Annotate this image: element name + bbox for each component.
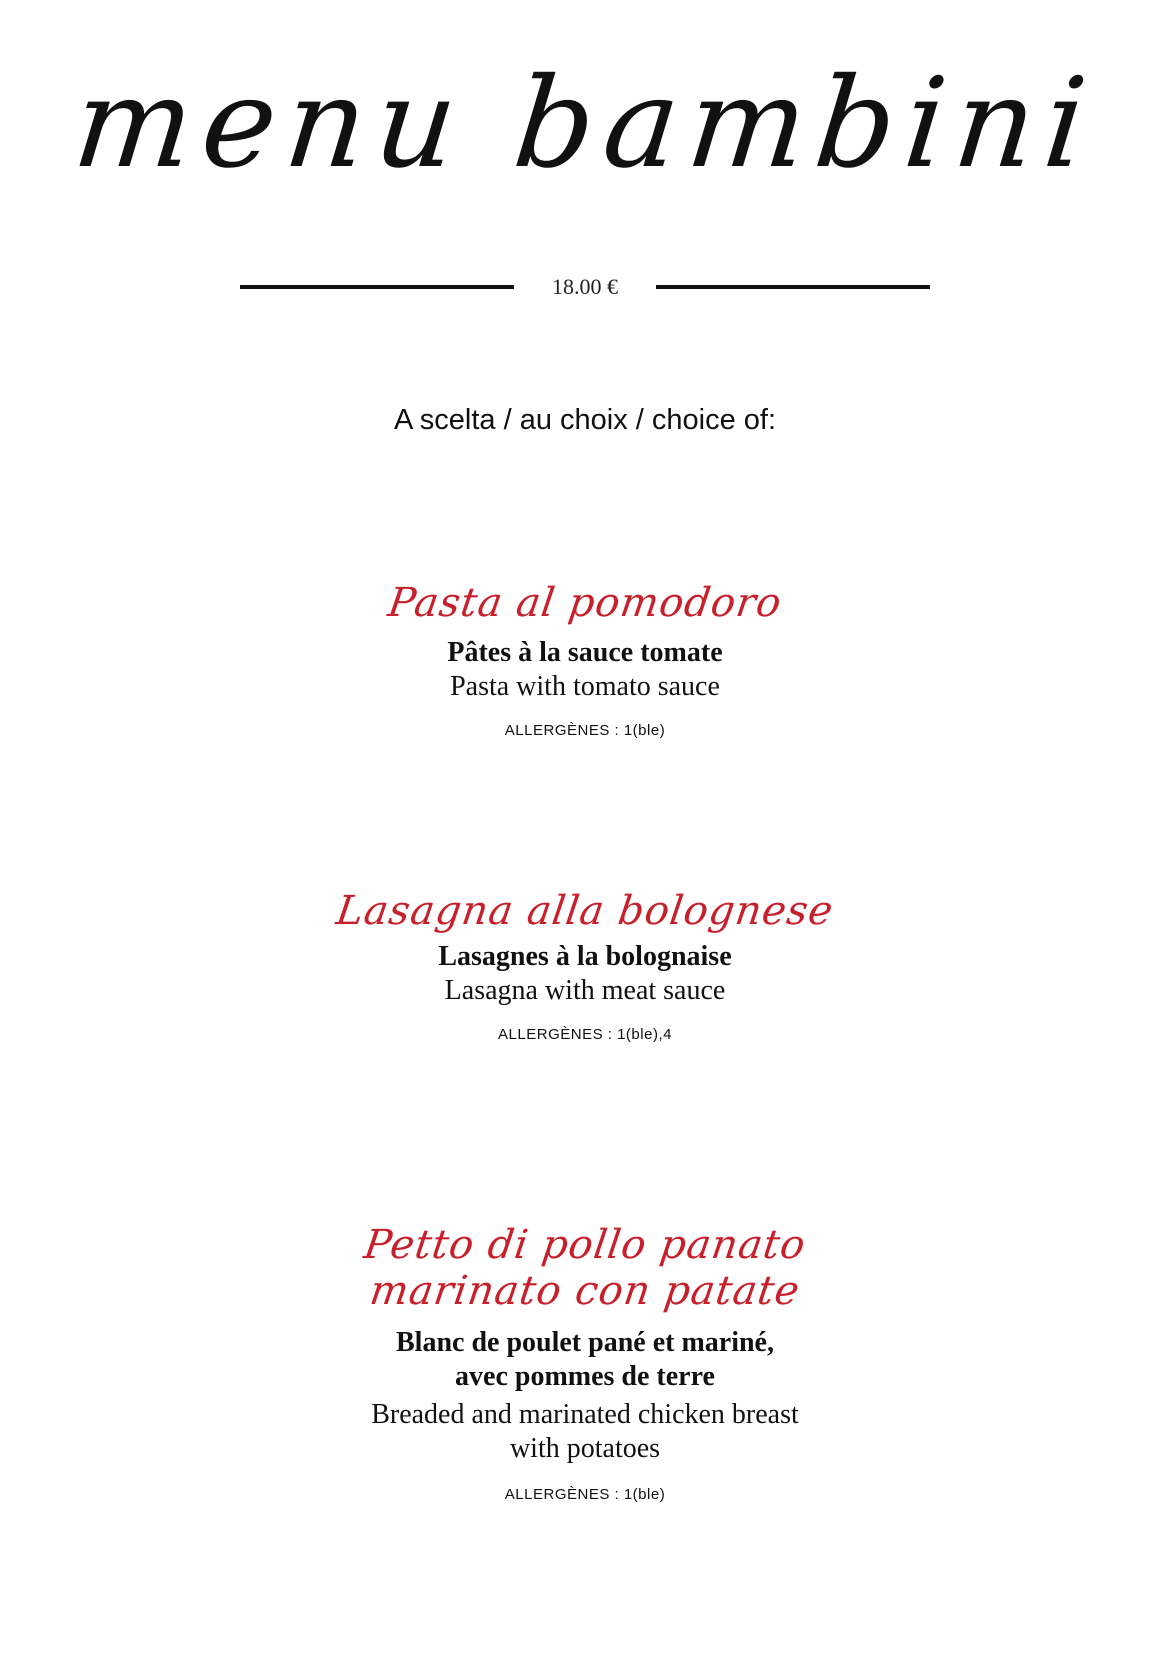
dish-allergens: ALLERGÈNES : 1(ble) (504, 722, 666, 739)
dish-allergens: ALLERGÈNES : 1(ble),4 (498, 1026, 672, 1043)
dish-italian-name: Lasagna alla bolognese (333, 888, 837, 934)
dish-italian-name-line-2: marinato con patate (367, 1268, 803, 1314)
dish-english-name-line-1: Breaded and marinated chicken breast (371, 1399, 799, 1430)
dish-italian-name: Pasta al pomodoro (385, 580, 785, 626)
price-rule-right (656, 285, 930, 289)
dish-english-name-line-2: with potatoes (509, 1433, 661, 1464)
dish-french-name: Pâtes à la sauce tomate (447, 637, 723, 668)
dish-allergens: ALLERGÈNES : 1(ble) (504, 1486, 666, 1503)
price-rule-left (240, 285, 514, 289)
dish-french-name: Lasagnes à la bolognaise (438, 941, 732, 972)
dish-petto-pollo (0, 1222, 1170, 1503)
dish-italian-name-line-1: Petto di pollo panato (361, 1222, 809, 1268)
dish-lasagna-bolognese (0, 888, 1170, 1043)
dish-french-name-line-1: Blanc de poulet pané et mariné, (396, 1327, 774, 1358)
price-row (240, 270, 930, 304)
choice-label: A scelta / au choix / choice of: (393, 404, 777, 436)
dish-english-name: Pasta with tomato sauce (450, 671, 720, 702)
dish-pasta-pomodoro (0, 580, 1170, 739)
menu-price: 18.00 € (552, 274, 618, 299)
dish-english-name: Lasagna with meat sauce (444, 975, 726, 1006)
dish-french-name-line-2: avec pommes de terre (455, 1361, 715, 1392)
menu-title: menu bambini (67, 52, 1103, 196)
